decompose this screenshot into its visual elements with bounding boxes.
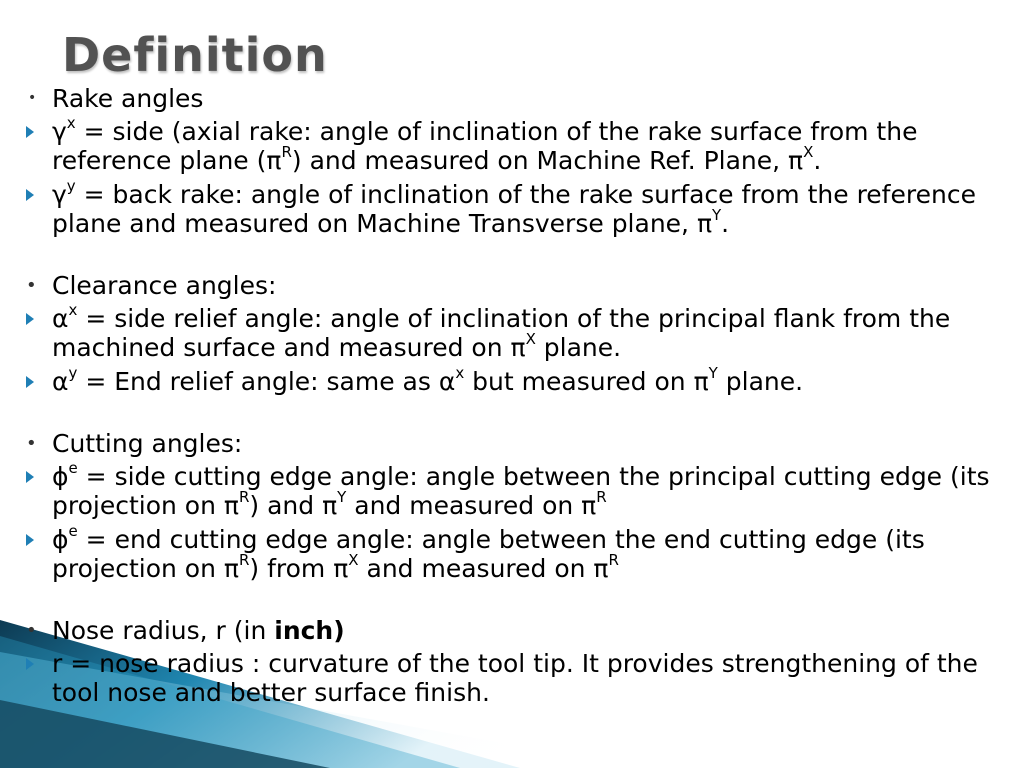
- bullet-dot-icon: •: [26, 275, 37, 296]
- item-text: plane.: [717, 367, 804, 396]
- item-text: but measured on π: [464, 367, 709, 396]
- item-text: r = nose radius : curvature of the tool tip. It provides strengthening of the tool nose and better surface finish.: [52, 649, 978, 707]
- heading-text: Nose radius, r (in: [52, 616, 275, 645]
- item-text: .: [721, 209, 730, 238]
- section-heading-cutting: [20, 429, 1020, 458]
- superscript-text: R: [608, 550, 619, 569]
- list-item: [20, 458, 1020, 520]
- item-text: and measured on π: [358, 554, 609, 583]
- superscript-text: X: [803, 142, 814, 161]
- item-text: γ: [52, 180, 67, 209]
- superscript-text: y: [68, 363, 78, 382]
- heading-text: Cutting angles:: [52, 429, 243, 458]
- superscript-text: X: [348, 550, 359, 569]
- bullet-arrow-icon: [26, 471, 34, 483]
- bullet-arrow-icon: [26, 376, 34, 388]
- superscript-text: X: [525, 329, 536, 348]
- superscript-text: e: [68, 521, 78, 540]
- superscript-text: R: [238, 550, 250, 569]
- item-text: = side relief angle: angle of inclination of the principal flank from the machined surface and measured on π: [52, 304, 951, 362]
- item-text: ϕ: [52, 525, 69, 554]
- item-text: ) and measured on Machine Ref. Plane, π: [291, 146, 804, 175]
- list-item: [20, 113, 1020, 175]
- item-text: plane.: [535, 333, 622, 362]
- superscript-text: x: [68, 300, 78, 319]
- bullet-arrow-icon: [26, 313, 34, 325]
- superscript-text: R: [281, 142, 292, 161]
- list-item: [20, 363, 1020, 396]
- superscript-text: e: [68, 458, 78, 477]
- bullet-arrow-icon: [26, 534, 34, 546]
- superscript-text: x: [455, 363, 465, 382]
- item-text: and measured on π: [346, 491, 597, 520]
- bullet-dot-icon: •: [26, 433, 37, 454]
- list-item: [20, 521, 1020, 583]
- bullet-arrow-icon: [26, 658, 34, 670]
- bullet-arrow-icon: [26, 126, 34, 138]
- slide-title: Definition: [62, 28, 328, 82]
- item-text: = side (axial rake: angle of inclination of the rake surface from the reference plane (π: [52, 117, 918, 175]
- section-heading-clearance: [20, 271, 1020, 300]
- item-text: α: [52, 304, 69, 333]
- item-text: ϕ: [52, 462, 69, 491]
- bullet-dot-icon: •: [28, 90, 37, 106]
- slide-body: [20, 84, 1020, 712]
- item-text: = side cutting edge angle: angle between the principal cutting edge (its projection on π: [52, 462, 990, 520]
- superscript-text: R: [596, 487, 607, 506]
- superscript-text: y: [66, 176, 76, 195]
- item-text: ) from π: [249, 554, 349, 583]
- superscript-text: R: [238, 487, 250, 506]
- item-text: .: [813, 146, 822, 175]
- superscript-text: Y: [708, 363, 718, 382]
- list-item: [20, 649, 1020, 707]
- superscript-text: x: [66, 113, 76, 132]
- bullet-dot-icon: •: [26, 620, 37, 641]
- superscript-text: Y: [337, 487, 347, 506]
- heading-text: Rake angles: [52, 84, 204, 113]
- item-text: = back rake: angle of inclination of the rake surface from the reference plane and measured on Machine Transverse plane, π: [52, 180, 976, 238]
- item-text: = end cutting edge angle: angle between the end cutting edge (its projection on π: [52, 525, 925, 583]
- heading-bold-text: inch): [274, 616, 345, 645]
- item-text: = End relief angle: same as α: [77, 367, 456, 396]
- section-heading-nose-radius: [20, 616, 1020, 645]
- bullet-arrow-icon: [26, 189, 34, 201]
- list-item: [20, 176, 1020, 238]
- superscript-text: Y: [712, 205, 722, 224]
- item-text: α: [52, 367, 69, 396]
- section-heading-rake: [20, 84, 1020, 113]
- item-text: ) and π: [249, 491, 338, 520]
- list-item: [20, 300, 1020, 362]
- item-text: γ: [52, 117, 67, 146]
- heading-text: Clearance angles:: [52, 271, 277, 300]
